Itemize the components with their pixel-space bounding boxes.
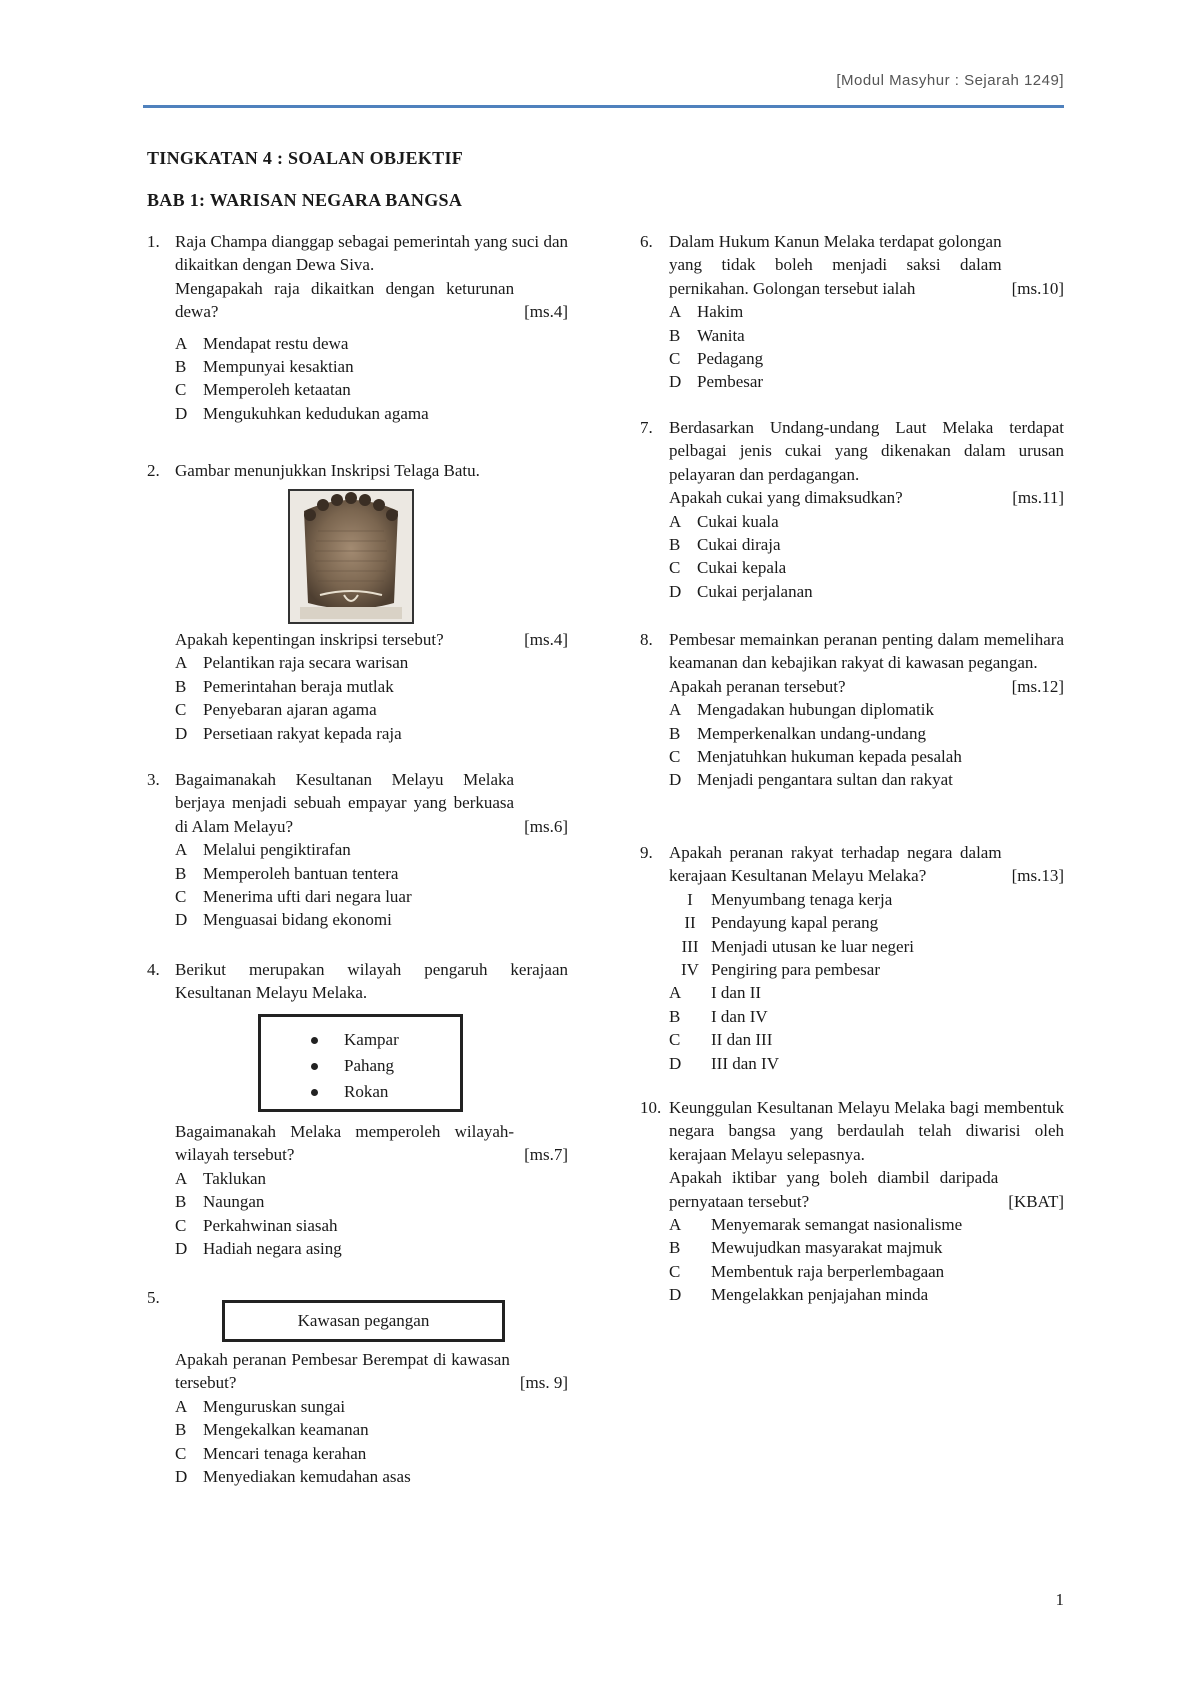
option-c[interactable]: C Cukai kepala [669, 558, 787, 578]
question-stem: Bagaimanakah Kesultanan Melayu Melaka berjaya menjadi sebuah empayar yang berkuasa di Alam Melayu? [175, 770, 515, 836]
option-b[interactable]: B I dan IV [669, 1006, 768, 1026]
question-4-continued [175, 1120, 568, 1260]
option-b[interactable]: B Pemerintahan beraja mutlak [175, 676, 394, 696]
option-b[interactable]: B Wanita [669, 325, 745, 345]
statement-item: III Menjadi utusan ke luar negeri [681, 936, 914, 956]
question-stem: Keunggulan Kesultanan Melayu Melaka bagi membentuk negara bangsa yang berdaulah telah diwarisi oleh kerajaan Melayu selepasnya. [669, 1098, 1064, 1164]
inscription-photo [288, 489, 414, 624]
option-d[interactable]: D Cukai perjalanan [669, 581, 813, 601]
question-number: 1. [147, 232, 160, 251]
header-divider [143, 105, 1064, 108]
option-d[interactable]: D Mengukuhkan kedudukan agama [175, 403, 429, 423]
question-stem: Berikut merupakan wilayah pengaruh kerajaan Kesultanan Melayu Melaka. [175, 960, 568, 1003]
option-list [669, 1213, 1064, 1307]
option-list [669, 698, 1064, 792]
option-d[interactable]: D Menyediakan kemudahan asas [175, 1467, 411, 1487]
option-list [669, 300, 1064, 394]
option-list [175, 1167, 568, 1261]
question-ask: Apakah peranan Pembesar Berempat di kawasan tersebut? [175, 1350, 510, 1393]
option-b[interactable]: B Memperkenalkan undang-undang [669, 723, 926, 743]
question-stem: Gambar menunjukkan Inskripsi Telaga Batu. [175, 461, 480, 480]
option-c[interactable]: C II dan III [669, 1030, 773, 1050]
question-number: 4. [147, 960, 160, 979]
page-reference: [ms. 9] [519, 1373, 568, 1393]
option-d[interactable]: D Mengelakkan penjajahan minda [669, 1285, 929, 1305]
option-c[interactable]: C Memperoleh ketaatan [175, 380, 351, 400]
bullet-icon [311, 1037, 318, 1044]
bullet-icon [311, 1063, 318, 1070]
option-list [175, 838, 568, 932]
territory-item: Rokan [311, 1079, 460, 1105]
page-reference: [ms.4] [524, 630, 568, 649]
question-2-continued [175, 628, 568, 745]
question-stem: Raja Champa dianggap sebagai pemerintah yang suci dan dikaitkan dengan Dewa Siva. [175, 232, 568, 275]
page-header: [Modul Masyhur : Sejarah 1249] [836, 72, 1064, 89]
option-d[interactable]: D Persetiaan rakyat kepada raja [175, 723, 402, 743]
question-number: 9. [640, 843, 653, 862]
option-b[interactable]: B Cukai diraja [669, 535, 781, 555]
option-list [175, 1395, 568, 1489]
option-a[interactable]: A I dan II [669, 983, 762, 1003]
question-number: 2. [147, 461, 160, 480]
question-stem: Dalam Hukum Kanun Melaka terdapat golongan yang tidak boleh menjadi saksi dalam pernikahan. Golongan tersebut ialah [669, 232, 1002, 298]
option-a[interactable]: A Mengadakan hubungan diplomatik [669, 700, 935, 720]
option-a[interactable]: A Taklukan [175, 1168, 267, 1188]
territory-box [258, 1014, 463, 1112]
option-a[interactable]: A Cukai kuala [669, 511, 779, 531]
question-ask: Bagaimanakah Melaka memperoleh wilayah-wilayah tersebut? [175, 1122, 515, 1165]
question-ask: Apakah iktibar yang boleh diambil daripada pernyataan tersebut? [669, 1168, 999, 1211]
statement-list [669, 888, 1064, 982]
question-ask: Apakah cukai yang dimaksudkan? [669, 488, 903, 508]
question-ask: Apakah peranan tersebut? [669, 676, 846, 696]
option-c[interactable]: C Menjatuhkan hukuman kepada pesalah [669, 747, 962, 767]
question-number: 3. [147, 770, 160, 789]
question-stem: Pembesar memainkan peranan penting dalam memelihara keamanan dan kebajikan rakyat di kawasan pegangan. [669, 630, 1064, 673]
question-number: 10. [640, 1098, 662, 1117]
page-reference: [ms.13] [1011, 866, 1064, 886]
question-stem: Berdasarkan Undang-undang Laut Melaka terdapat pelbagai jenis cukai yang dikenakan dalam urusan pelayaran dan perdagangan. [669, 418, 1064, 484]
option-d[interactable]: D Hadiah negara asing [175, 1239, 342, 1259]
question-number: 7. [640, 418, 653, 437]
option-c[interactable]: C Perkahwinan siasah [175, 1215, 338, 1235]
option-list [175, 651, 568, 745]
option-d[interactable]: D III dan IV [669, 1053, 779, 1073]
page-number: 1 [1055, 1590, 1064, 1609]
question-number: 6. [640, 232, 653, 251]
option-d[interactable]: D Pembesar [669, 372, 764, 392]
page-reference: [ms.10] [1011, 278, 1064, 298]
option-b[interactable]: B Mewujudkan masyarakat majmuk [669, 1238, 943, 1258]
option-d[interactable]: D Menguasai bidang ekonomi [175, 910, 392, 930]
option-c[interactable]: C Mencari tenaga kerahan [175, 1443, 367, 1463]
option-list [175, 332, 568, 426]
option-b[interactable]: B Memperoleh bantuan tentera [175, 863, 399, 883]
option-b[interactable]: B Mengekalkan keamanan [175, 1420, 369, 1440]
bullet-icon [311, 1089, 318, 1096]
page-reference: [KBAT] [1008, 1191, 1064, 1211]
statement-item: IV Pengiring para pembesar [681, 960, 880, 980]
option-c[interactable]: C Menerima ufti dari negara luar [175, 887, 412, 907]
page-reference: [ms.12] [1011, 676, 1064, 696]
page-reference: [ms.4] [524, 302, 568, 322]
option-list [669, 510, 1064, 604]
question-number: 8. [640, 630, 653, 649]
option-c[interactable]: C Membentuk raja berperlembagaan [669, 1261, 945, 1281]
chapter-title: BAB 1: WARISAN NEGARA BANGSA [147, 190, 463, 210]
page-reference: [ms.11] [1012, 488, 1064, 508]
question-5-continued [175, 1348, 568, 1488]
option-c[interactable]: C Pedagang [669, 349, 764, 369]
question-ask: Mengapakah raja dikaitkan dengan keturunan dewa? [175, 278, 515, 322]
territory-item: Pahang [311, 1053, 460, 1079]
option-a[interactable]: A Pelantikan raja secara warisan [175, 653, 409, 673]
question-ask: Apakah kepentingan inskripsi tersebut? [175, 630, 444, 649]
option-c[interactable]: C Penyebaran ajaran agama [175, 700, 377, 720]
option-a[interactable]: A Menguruskan sungai [175, 1396, 346, 1416]
option-a[interactable]: A Menyemarak semangat nasionalisme [669, 1215, 963, 1235]
statement-item: II Pendayung kapal perang [684, 913, 879, 933]
option-d[interactable]: D Menjadi pengantara sultan dan rakyat [669, 770, 953, 790]
territory-item: Kampar [311, 1027, 460, 1053]
option-b[interactable]: B Naungan [175, 1192, 265, 1212]
area-box: Kawasan pegangan [222, 1300, 505, 1342]
page-title: TINGKATAN 4 : SOALAN OBJEKTIF [147, 148, 464, 168]
question-stem: Apakah peranan rakyat terhadap negara dalam kerajaan Kesultanan Melayu Melaka? [669, 843, 1002, 886]
option-a[interactable]: A Hakim [669, 302, 744, 322]
option-b[interactable]: B Mempunyai kesaktian [175, 357, 354, 377]
option-a[interactable]: A Mendapat restu dewa [175, 333, 349, 353]
page-reference: [ms.7] [524, 1145, 568, 1165]
option-a[interactable]: A Melalui pengiktirafan [175, 840, 351, 860]
statement-item: I Menyumbang tenaga kerja [687, 889, 893, 909]
option-list [669, 981, 1064, 1075]
page-reference: [ms.6] [524, 816, 568, 836]
question-number: 5. [147, 1288, 160, 1307]
